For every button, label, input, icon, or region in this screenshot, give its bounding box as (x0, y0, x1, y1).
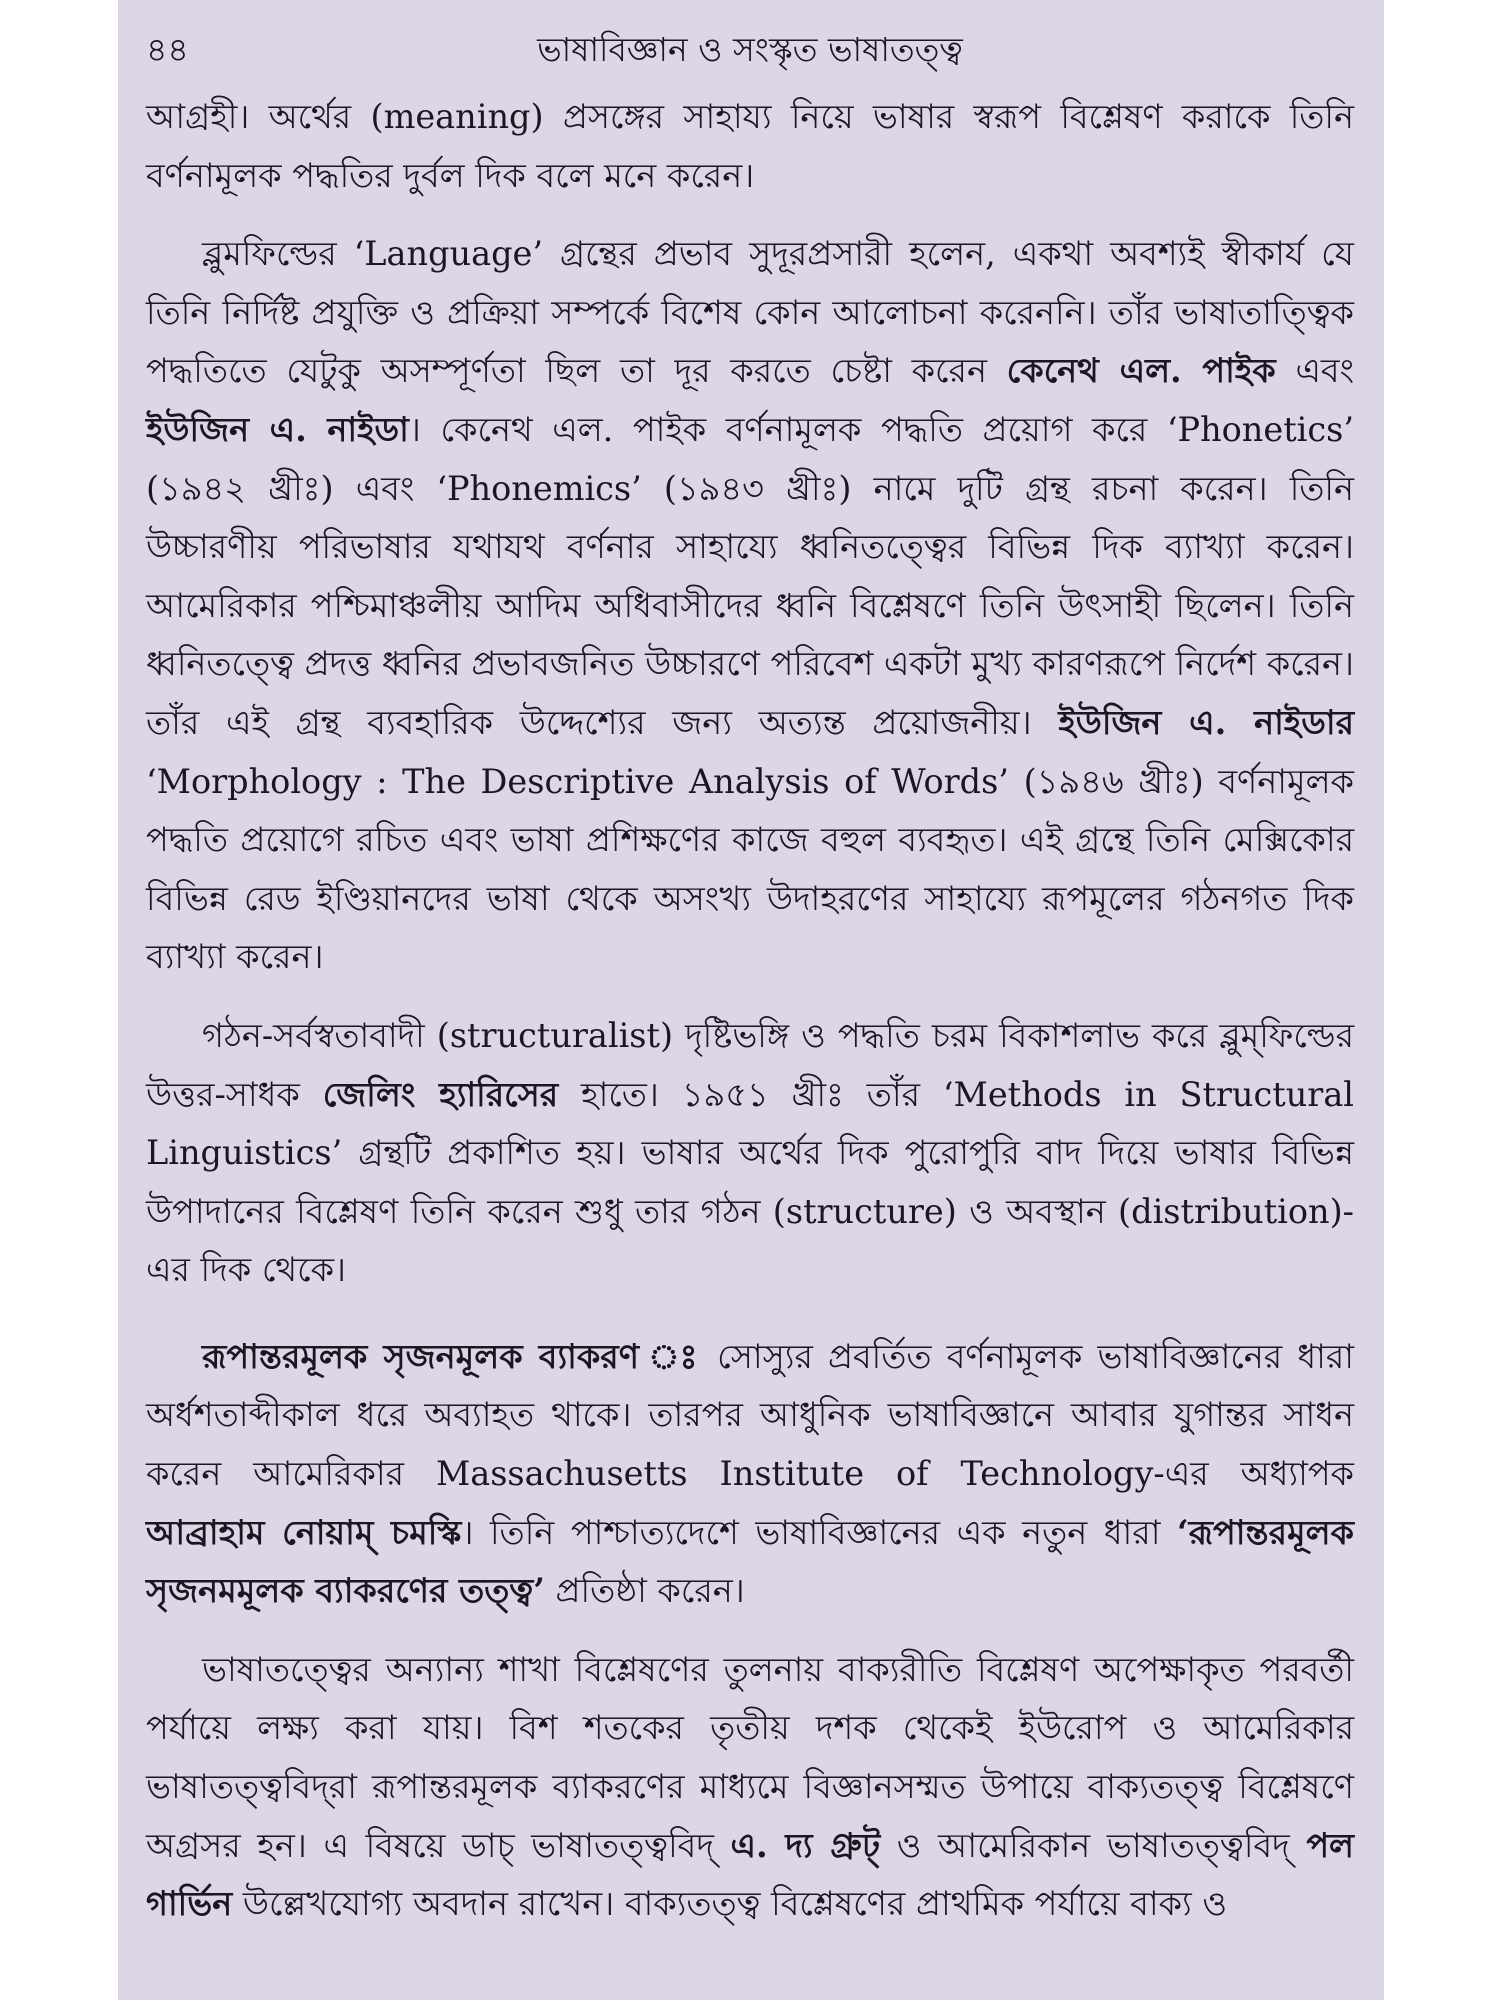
text-run: হাতে। ১৯৫১ খ্রীঃ তাঁর ‘Methods in Structural Linguistics’ গ্রন্থটি প্রকাশিত হয়। ভাষার অর্থের দিক পুরোপুরি বাদ দিয়ে ভাষার বিভিন্ন উপাদানের বিশ্লেষণ তিনি করেন শুধু তার গঠন (structure) ও অবস্থান (distribution)-এর দিক থেকে। (146, 1074, 1355, 1290)
bold-name: আব্রাহাম নোয়াম্‌ চমস্কি (146, 1512, 462, 1552)
paragraph (146, 1007, 1354, 1300)
text-run: আগ্রহী। অর্থের (meaning) প্রসঙ্গের সাহায্য নিয়ে ভাষার স্বরূপ বিশ্লেষণ করাকে তিনি বর্ণনামূলক পদ্ধতির দুর্বল দিক বলে মনে করেন। (146, 97, 1354, 195)
paragraph (146, 1328, 1354, 1621)
text-run: । কেনেথ এল. পাইক বর্ণনামূলক পদ্ধতি প্রয়োগ করে ‘Phonetics’ (১৯৪২ খ্রীঃ) এবং ‘Phonemics’ (১৯৪৩ খ্রীঃ) নামে দুটি গ্রন্থ রচনা করেন। তিনি উচ্চারণীয় পরিভাষার যথাযথ বর্ণনার সাহায্যে ধ্বনিতত্ত্বের বিভিন্ন দিক ব্যাখ্যা করেন। আমেরিকার পশ্চিমাঞ্চলীয় আদিম অধিবাসীদের ধ্বনি বিশ্লেষণে তিনি উৎসাহী ছিলেন। তিনি ধ্বনিতত্ত্বে প্রদত্ত ধ্বনির প্রভাবজনিত উচ্চারণে পরিবেশ একটা মুখ্য কারণরূপে নির্দেশ করেন। তাঁর এই গ্রন্থ ব্যবহারিক উদ্দেশ্যের জন্য অত্যন্ত প্রয়োজনীয়। (146, 409, 1354, 742)
bold-name: জেলিং হ্যারিসের (322, 1074, 559, 1114)
text-run: ভাষাতত্ত্বের অন্যান্য শাখা বিশ্লেষণের তুলনায় বাক্যরীতি বিশ্লেষণ অপেক্ষাকৃত পরবর্তী পর্যায়ে লক্ষ্য করা যায়। বিশ শতকের তৃতীয় দশক থেকেই ইউরোপ ও আমেরিকার ভাষাতত্ত্ববিদ্‌রা রূপান্তরমূলক ব্যাকরণের মাধ্যমে বিজ্ঞানসম্মত উপায়ে বাক্যতত্ত্ব বিশ্লেষণে অগ্রসর হন। এ বিষয়ে ডাচ্‌ ভাষাতত্ত্ববিদ্‌ (146, 1649, 1354, 1865)
running-title: ভাষাবিজ্ঞান ও সংস্কৃত ভাষাতত্ত্ব (537, 30, 963, 69)
book-page (118, 0, 1384, 2000)
text-run: এবং (1275, 351, 1354, 391)
paragraph (146, 88, 1354, 205)
bold-name: ইউজিন এ. নাইডা (146, 409, 409, 449)
text-run: । তিনি পাশ্চাত্যদেশে ভাষাবিজ্ঞানের এক নতুন ধারা (461, 1512, 1177, 1552)
section-heading: রূপান্তরমূলক সৃজনমূলক ব্যাকরণ ঃ (202, 1336, 703, 1376)
paragraph (146, 1641, 1354, 1934)
bold-name: ইউজিন এ. নাইডার (1058, 702, 1355, 742)
text-run: সোস্যুর প্রবর্তিত বর্ণনামূলক ভাষাবিজ্ঞানের ধারা অর্ধশতাব্দীকাল ধরে অব্যাহত থাকে। তারপর আধুনিক ভাষাবিজ্ঞানে আবার যুগান্তর সাধন করেন আমেরিকার Massachusetts Institute of Technology-এর অধ্যাপক (146, 1336, 1354, 1494)
bold-name: এ. দ্য গ্রুট্ (730, 1825, 881, 1865)
bold-name: কেনেথ এল. পাইক (1006, 351, 1276, 391)
paragraph (146, 225, 1354, 987)
page-body (146, 88, 1354, 1934)
text-run: ‘Morphology : The Descriptive Analysis of Words’ (১৯৪৬ খ্রীঃ) বর্ণনামূলক পদ্ধতি প্রয়োগে রচিত এবং ভাষা প্রশিক্ষণের কাজে বহুল ব্যবহৃত। এই গ্রন্থে তিনি মেক্সিকোর বিভিন্ন রেড ইণ্ডিয়ানদের ভাষা থেকে অসংখ্য উদাহরণের সাহায্যে রূপমূলের গঠনগত দিক ব্যাখ্যা করেন। (146, 761, 1354, 977)
text-run: গঠন-সর্বস্বতাবাদী (structuralist) দৃষ্টিভঙ্গি ও পদ্ধতি চরম বিকাশলাভ করে ব্লুম্‌ফিল্ডের উত্তর-সাধক (146, 1015, 1354, 1114)
text-run: ব্লুমফিল্ডের ‘Language’ গ্রন্থের প্রভাব সুদূরপ্রসারী হলেন, একথা অবশ্যই স্বীকার্য যে তিনি নির্দিষ্ট প্রযুক্তি ও প্রক্রিয়া সম্পর্কে বিশেষ কোন আলোচনা করেননি। তাঁর ভাষাতাত্ত্বিক পদ্ধতিতে যেটুকু অসম্পূর্ণতা ছিল তা দূর করতে চেষ্টা করেন (146, 234, 1354, 391)
text-run: প্রতিষ্ঠা করেন। (544, 1571, 745, 1611)
text-run: উল্লেখযোগ্য অবদান রাখেন। বাক্যতত্ত্ব বিশ্লেষণের প্রাথমিক পর্যায়ে বাক্য ও (232, 1884, 1228, 1924)
text-run: ও আমেরিকান ভাষাতত্ত্ববিদ্‌ (880, 1825, 1307, 1865)
page-number: ৪৪ (146, 30, 189, 69)
bold-name: পল গার্ভিন (146, 1825, 1355, 1924)
page-header (146, 24, 1354, 76)
bold-term: ‘রূপান্তরমূলক সৃজনমমূলক ব্যাকরণের তত্ত্ব’ (146, 1512, 1354, 1611)
